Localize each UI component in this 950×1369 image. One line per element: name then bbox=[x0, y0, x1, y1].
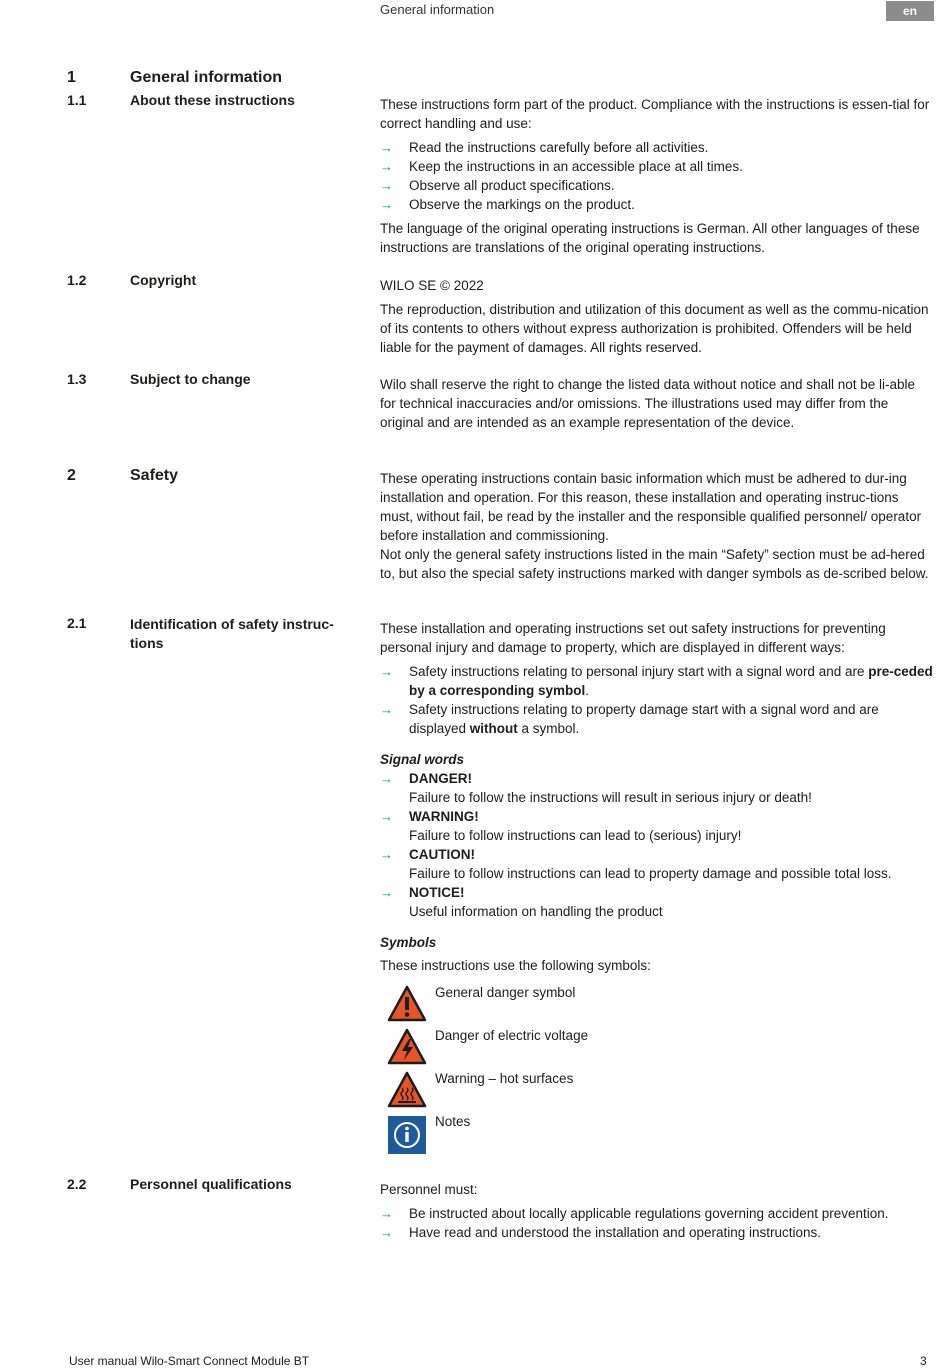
section-1-3-body bbox=[380, 375, 934, 432]
symbol-label: Danger of electric voltage bbox=[435, 1028, 589, 1043]
language-badge: en bbox=[886, 1, 934, 21]
arrow-right-icon: → bbox=[380, 159, 393, 174]
bullet-list bbox=[380, 138, 934, 214]
hot-surface-icon bbox=[387, 1071, 427, 1109]
section-1-2-title: Copyright bbox=[130, 272, 197, 288]
electric-voltage-icon bbox=[387, 1028, 427, 1066]
section-2-2-number: 2.2 bbox=[67, 1176, 87, 1192]
paragraph: The reproduction, distribution and utilization of this document as well as the commu-nication of its contents to others without express authorization is prohibited. Offenders will be held liable for the payment of damages. All rights reserved. bbox=[380, 302, 929, 355]
section-1-1-title: About these instructions bbox=[130, 92, 295, 108]
bullet-list bbox=[380, 662, 934, 738]
arrow-right-icon: → bbox=[380, 1225, 393, 1240]
general-danger-icon bbox=[387, 985, 427, 1023]
list-item bbox=[380, 1223, 934, 1242]
arrow-right-icon: → bbox=[380, 140, 393, 155]
bullet-list bbox=[380, 1204, 934, 1242]
list-item-text: Read the instructions carefully before all activities. bbox=[409, 140, 709, 155]
list-item bbox=[380, 700, 934, 738]
paragraph: Personnel must: bbox=[380, 1182, 478, 1197]
paragraph: Not only the general safety instructions listed in the main “Safety” section must be ad-hered to, but also the special safety instructions marked with danger symbols as de-scribed below. bbox=[380, 547, 929, 581]
symbol-label: Notes bbox=[435, 1114, 471, 1129]
signal-words-heading: Signal words bbox=[380, 752, 465, 767]
footer-document-title: User manual Wilo-Smart Connect Module BT bbox=[69, 1354, 310, 1368]
list-item bbox=[380, 195, 934, 214]
signal-word: DANGER! bbox=[409, 771, 472, 786]
section-2-1-number: 2.1 bbox=[67, 615, 87, 631]
copyright-line: WILO SE © 2022 bbox=[380, 278, 484, 293]
section-1-3-title: Subject to change bbox=[130, 371, 251, 387]
list-item bbox=[380, 157, 934, 176]
signal-words-list bbox=[380, 769, 934, 921]
list-item bbox=[380, 1204, 934, 1223]
signal-description: Failure to follow instructions can lead to (serious) injury! bbox=[409, 828, 742, 843]
section-1-2-number: 1.2 bbox=[67, 272, 87, 288]
list-item-text: Keep the instructions in an accessible place at all times. bbox=[409, 159, 743, 174]
arrow-right-icon: → bbox=[380, 809, 393, 824]
emphasis: without bbox=[469, 721, 518, 736]
list-item-text: . bbox=[585, 683, 590, 698]
list-item-text: Observe all product specifications. bbox=[409, 178, 615, 193]
arrow-right-icon: → bbox=[380, 771, 393, 786]
arrow-right-icon: → bbox=[380, 178, 393, 193]
list-item bbox=[380, 662, 934, 700]
signal-item-danger bbox=[380, 769, 934, 807]
section-2-1-title: Identification of safety instruc-tions bbox=[130, 616, 334, 651]
paragraph: These instructions form part of the product. Compliance with the instructions is essen-tial for correct handling and use: bbox=[380, 97, 930, 131]
info-notes-icon bbox=[388, 1116, 426, 1154]
signal-word: WARNING! bbox=[409, 809, 479, 824]
arrow-right-icon: → bbox=[380, 664, 393, 679]
list-item-text: Be instructed about locally applicable regulations governing accident prevention. bbox=[409, 1206, 889, 1221]
signal-description: Failure to follow instructions can lead to property damage and possible total loss. bbox=[409, 866, 892, 881]
list-item-text: Safety instructions relating to property damage start with a signal word and are displayed bbox=[409, 702, 879, 736]
section-2-2-body bbox=[380, 1180, 934, 1242]
section-1-1-body bbox=[380, 95, 934, 257]
list-item-text: Have read and understood the installation and operating instructions. bbox=[409, 1225, 822, 1240]
signal-word: NOTICE! bbox=[409, 885, 465, 900]
signal-word: CAUTION! bbox=[409, 847, 475, 862]
page-number: 3 bbox=[920, 1354, 927, 1368]
list-item-text: a symbol. bbox=[517, 721, 580, 736]
signal-item-notice bbox=[380, 883, 934, 921]
running-header: General information bbox=[380, 2, 495, 17]
arrow-right-icon: → bbox=[380, 197, 393, 212]
emphasis: pre-ceded by a corresponding symbol bbox=[409, 664, 933, 698]
section-2-body bbox=[380, 469, 934, 583]
signal-description: Failure to follow the instructions will result in serious injury or death! bbox=[409, 790, 812, 805]
arrow-right-icon: → bbox=[380, 847, 393, 862]
symbol-label: Warning – hot surfaces bbox=[435, 1071, 574, 1086]
symbols-heading: Symbols bbox=[380, 935, 437, 950]
section-1-3-number: 1.3 bbox=[67, 371, 87, 387]
section-1-1-number: 1.1 bbox=[67, 92, 87, 108]
paragraph: These operating instructions contain basic information which must be adhered to dur-ing installation and operation. For this reason, these installation and operating instruc-tions must, without fail, be read by the installer and the responsible qualified personnel/ operator before installation and commissioning. bbox=[380, 471, 922, 543]
signal-description: Useful information on handling the product bbox=[409, 904, 663, 919]
symbol-label: General danger symbol bbox=[435, 985, 576, 1000]
list-item bbox=[380, 138, 934, 157]
section-2-number: 2 bbox=[67, 467, 76, 484]
signal-item-caution bbox=[380, 845, 934, 883]
section-2-1-body bbox=[380, 619, 934, 975]
list-item bbox=[380, 176, 934, 195]
paragraph: The language of the original operating instructions is German. All other languages of these instructions are translations of the original operating instructions. bbox=[380, 221, 920, 255]
section-2-title: Safety bbox=[130, 467, 179, 484]
section-1-title: General information bbox=[130, 69, 283, 86]
section-1-2-body bbox=[380, 276, 934, 357]
section-2-2-title: Personnel qualifications bbox=[130, 1176, 292, 1192]
arrow-right-icon: → bbox=[380, 885, 393, 900]
section-1-number: 1 bbox=[67, 69, 76, 86]
list-item-text: Safety instructions relating to personal injury start with a signal word and are bbox=[409, 664, 869, 679]
paragraph: Wilo shall reserve the right to change the listed data without notice and shall not be li-able for technical inaccuracies and/or omissions. The illustrations used may differ from the original and are intended as an example representation of the device. bbox=[380, 377, 916, 430]
list-item-text: Observe the markings on the product. bbox=[409, 197, 635, 212]
arrow-right-icon: → bbox=[380, 1206, 393, 1221]
paragraph: These instructions use the following symbols: bbox=[380, 958, 651, 973]
arrow-right-icon: → bbox=[380, 702, 393, 717]
signal-item-warning bbox=[380, 807, 934, 845]
paragraph: These installation and operating instructions set out safety instructions for preventing personal injury and damage to property, which are displayed in different ways: bbox=[380, 621, 886, 655]
